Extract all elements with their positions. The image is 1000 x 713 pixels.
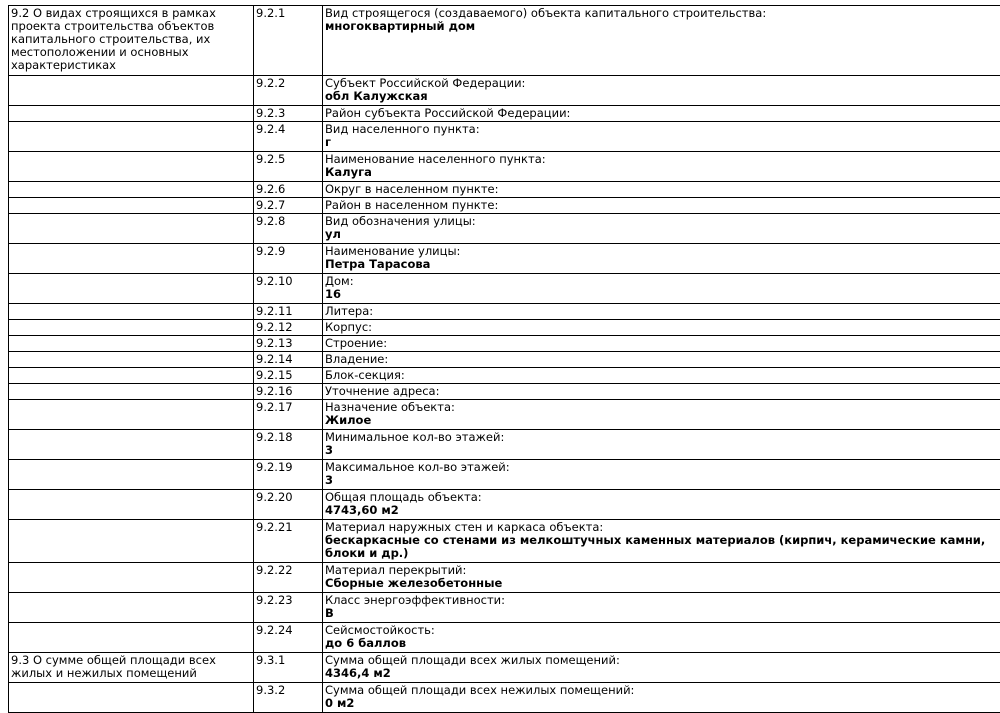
table-row: [9, 593, 1000, 623]
field-label: Сейсмостойкость:: [325, 624, 998, 637]
section-cell: [9, 368, 254, 384]
item-code: 9.2.12: [254, 320, 323, 336]
field-cell: [323, 683, 1000, 713]
field-label: Материал перекрытий:: [325, 564, 998, 577]
item-code: 9.2.15: [254, 368, 323, 384]
item-code: 9.2.21: [254, 520, 323, 563]
item-code: 9.2.2: [254, 76, 323, 106]
field-value: Жилое: [325, 414, 998, 427]
field-cell: [323, 460, 1000, 490]
field-cell: [323, 490, 1000, 520]
field-cell: [323, 152, 1000, 182]
field-label: Литера:: [325, 305, 998, 318]
table-row: [9, 76, 1000, 106]
field-cell: [323, 182, 1000, 198]
field-label: Материал наружных стен и каркаса объекта:: [325, 521, 998, 534]
section-cell: [9, 593, 254, 623]
item-code: 9.2.5: [254, 152, 323, 182]
section-cell: 9.3 О сумме общей площади всех жилых и нежилых помещений: [9, 653, 254, 683]
field-label: Вид обозначения улицы:: [325, 215, 998, 228]
section-cell: [9, 490, 254, 520]
table-row: [9, 368, 1000, 384]
field-value: 4743,60 м2: [325, 504, 998, 517]
item-code: 9.2.23: [254, 593, 323, 623]
table-row: [9, 274, 1000, 304]
table-row: [9, 106, 1000, 122]
item-code: 9.3.1: [254, 653, 323, 683]
field-label: Вид населенного пункта:: [325, 123, 998, 136]
table-row: [9, 214, 1000, 244]
item-code: 9.2.11: [254, 304, 323, 320]
section-cell: [9, 520, 254, 563]
section-cell: [9, 384, 254, 400]
section-cell: [9, 198, 254, 214]
field-value: 4346,4 м2: [325, 667, 998, 680]
item-code: 9.2.9: [254, 244, 323, 274]
section-cell: [9, 122, 254, 152]
field-cell: [323, 336, 1000, 352]
table-row: [9, 490, 1000, 520]
field-cell: [323, 400, 1000, 430]
field-value: Сборные железобетонные: [325, 577, 998, 590]
field-label: Корпус:: [325, 321, 998, 334]
field-label: Сумма общей площади всех нежилых помещений:: [325, 684, 998, 697]
section-cell: [9, 182, 254, 198]
section-cell: [9, 76, 254, 106]
field-value: 3: [325, 444, 998, 457]
field-cell: [323, 6, 1000, 76]
item-code: 9.2.22: [254, 563, 323, 593]
table-row: [9, 320, 1000, 336]
field-cell: [323, 122, 1000, 152]
table-row: [9, 520, 1000, 563]
field-cell: [323, 320, 1000, 336]
item-code: 9.2.24: [254, 623, 323, 653]
field-label: Субъект Российской Федерации:: [325, 77, 998, 90]
section-cell: [9, 352, 254, 368]
field-label: Сумма общей площади всех жилых помещений:: [325, 654, 998, 667]
item-code: 9.2.13: [254, 336, 323, 352]
section-cell: [9, 244, 254, 274]
table-row: [9, 384, 1000, 400]
field-label: Строение:: [325, 337, 998, 350]
item-code: 9.2.20: [254, 490, 323, 520]
field-label: Уточнение адреса:: [325, 385, 998, 398]
section-cell: [9, 214, 254, 244]
section-cell: [9, 304, 254, 320]
field-cell: [323, 76, 1000, 106]
field-label: Наименование улицы:: [325, 245, 998, 258]
section-cell: [9, 106, 254, 122]
field-value: обл Калужская: [325, 90, 998, 103]
table-row: [9, 430, 1000, 460]
field-label: Назначение объекта:: [325, 401, 998, 414]
section-cell: 9.2 О видах строящихся в рамках проекта строительства объектов капитального строительства, их местоположении и основных характеристиках: [9, 6, 254, 76]
field-label: Владение:: [325, 353, 998, 366]
item-code: 9.2.7: [254, 198, 323, 214]
item-code: 9.2.1: [254, 6, 323, 76]
item-code: 9.2.19: [254, 460, 323, 490]
field-cell: [323, 106, 1000, 122]
field-cell: [323, 384, 1000, 400]
field-cell: [323, 304, 1000, 320]
table-row: [9, 623, 1000, 653]
field-cell: [323, 198, 1000, 214]
item-code: 9.2.3: [254, 106, 323, 122]
section-cell: [9, 563, 254, 593]
field-cell: [323, 430, 1000, 460]
field-label: Минимальное кол-во этажей:: [325, 431, 998, 444]
table-row: [9, 304, 1000, 320]
section-cell: [9, 623, 254, 653]
field-value: В: [325, 607, 998, 620]
field-label: Блок-секция:: [325, 369, 998, 382]
field-label: Общая площадь объекта:: [325, 491, 998, 504]
field-value: Калуга: [325, 166, 998, 179]
field-value: 16: [325, 288, 998, 301]
table-row: [9, 182, 1000, 198]
section-cell: [9, 430, 254, 460]
field-cell: [323, 563, 1000, 593]
field-value: до 6 баллов: [325, 637, 998, 650]
section-cell: [9, 460, 254, 490]
table-row: [9, 198, 1000, 214]
field-label: Район в населенном пункте:: [325, 199, 998, 212]
field-cell: [323, 623, 1000, 653]
item-code: 9.2.8: [254, 214, 323, 244]
item-code: 9.2.17: [254, 400, 323, 430]
item-code: 9.3.2: [254, 683, 323, 713]
field-label: Наименование населенного пункта:: [325, 153, 998, 166]
table-row: [9, 244, 1000, 274]
field-cell: [323, 593, 1000, 623]
field-value: бескаркасные со стенами из мелкоштучных каменных материалов (кирпич, керамические камни, блоки и др.): [325, 534, 998, 560]
item-code: 9.2.16: [254, 384, 323, 400]
field-value: ул: [325, 228, 998, 241]
section-cell: [9, 336, 254, 352]
field-label: Максимальное кол-во этажей:: [325, 461, 998, 474]
field-cell: [323, 214, 1000, 244]
field-label: Округ в населенном пункте:: [325, 183, 998, 196]
item-code: 9.2.18: [254, 430, 323, 460]
table-body: [9, 6, 1000, 713]
item-code: 9.2.14: [254, 352, 323, 368]
field-value: Петра Тарасова: [325, 258, 998, 271]
field-cell: [323, 274, 1000, 304]
field-label: Вид строящегося (создаваемого) объекта капитального строительства:: [325, 7, 998, 20]
table-row: [9, 336, 1000, 352]
field-cell: [323, 520, 1000, 563]
declaration-table: [8, 5, 1000, 713]
field-value: г: [325, 136, 998, 149]
item-code: 9.2.10: [254, 274, 323, 304]
section-cell: [9, 400, 254, 430]
field-cell: [323, 653, 1000, 683]
field-value: многоквартирный дом: [325, 20, 998, 33]
item-code: 9.2.6: [254, 182, 323, 198]
table-row: [9, 460, 1000, 490]
table-row: [9, 122, 1000, 152]
field-label: Район субъекта Российской Федерации:: [325, 107, 998, 120]
section-cell: [9, 683, 254, 713]
table-row: [9, 563, 1000, 593]
table-row: [9, 400, 1000, 430]
table-row: [9, 6, 1000, 76]
field-value: 3: [325, 474, 998, 487]
field-label: Класс энергоэффективности:: [325, 594, 998, 607]
item-code: 9.2.4: [254, 122, 323, 152]
section-cell: [9, 152, 254, 182]
table-row: [9, 683, 1000, 713]
table-row: [9, 352, 1000, 368]
field-value: 0 м2: [325, 697, 998, 710]
section-cell: [9, 274, 254, 304]
table-row: [9, 653, 1000, 683]
field-cell: [323, 368, 1000, 384]
section-cell: [9, 320, 254, 336]
field-cell: [323, 352, 1000, 368]
field-label: Дом:: [325, 275, 998, 288]
field-cell: [323, 244, 1000, 274]
table-row: [9, 152, 1000, 182]
